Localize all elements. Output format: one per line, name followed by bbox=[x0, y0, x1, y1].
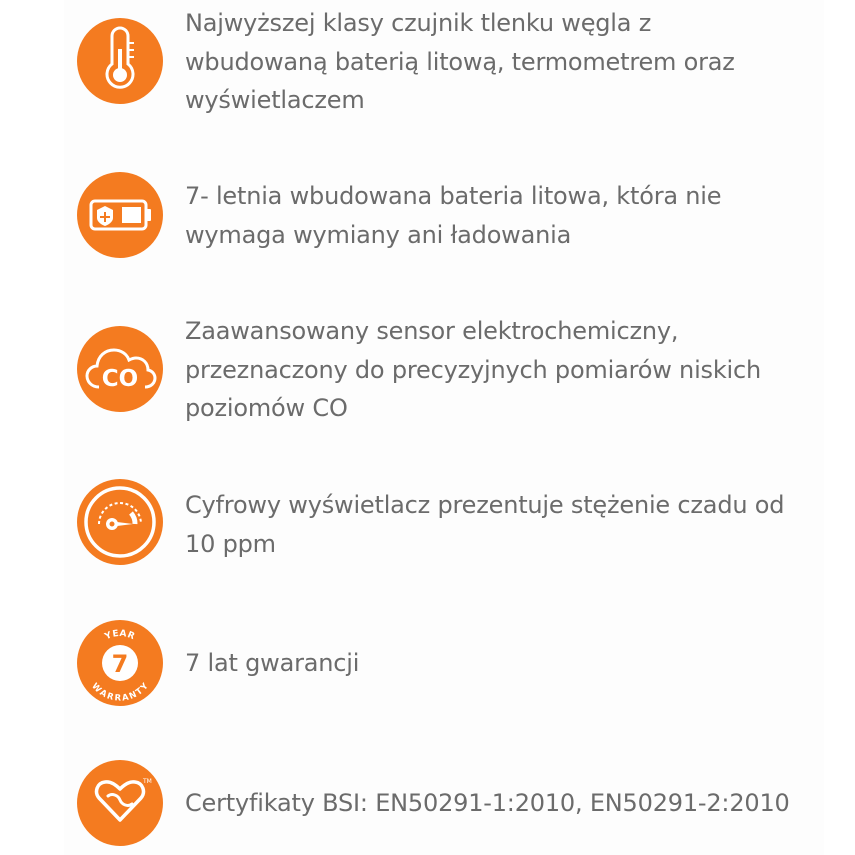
feature-text-line: Najwyższej klasy czujnik tlenku węgla z bbox=[185, 9, 652, 37]
co-cloud-icon bbox=[77, 326, 163, 412]
content-background bbox=[64, 0, 824, 855]
feature-description bbox=[185, 784, 825, 823]
feature-description bbox=[185, 644, 825, 683]
co-icon-label: CO bbox=[101, 366, 139, 392]
feature-description bbox=[185, 4, 825, 120]
feature-text-line: Certyfikaty BSI: EN50291-1:2010, EN50291-2:2010 bbox=[185, 789, 790, 817]
warranty-number: 7 bbox=[111, 650, 129, 678]
feature-text-line: 7- letnia wbudowana bateria litowa, która nie bbox=[185, 182, 722, 210]
feature-description bbox=[185, 486, 825, 563]
feature-text-line: Cyfrowy wyświetlacz prezentuje stężenie czadu od bbox=[185, 491, 785, 519]
feature-text-line: przeznaczony do precyzyjnych pomiarów niskich bbox=[185, 355, 762, 384]
thermometer-icon bbox=[77, 18, 163, 104]
feature-text-line: 10 ppm bbox=[185, 529, 276, 558]
feature-description bbox=[185, 312, 825, 428]
kitemark-icon bbox=[77, 760, 163, 846]
battery-icon bbox=[77, 172, 163, 258]
feature-text-line: Zaawansowany sensor elektrochemiczny, bbox=[185, 317, 679, 345]
feature-text-line: wyświetlaczem bbox=[185, 86, 365, 114]
gauge-icon bbox=[77, 479, 163, 565]
feature-text-line: wymaga wymiany ani ładowania bbox=[185, 220, 572, 249]
feature-description bbox=[185, 177, 825, 254]
warranty-bottom-label: WARRANTY bbox=[89, 681, 151, 704]
feature-text-line: 7 lat gwarancji bbox=[185, 649, 360, 677]
trademark-mark: TM bbox=[143, 778, 152, 785]
warranty-top-label: YEAR bbox=[103, 628, 137, 643]
feature-text-line: wbudowaną baterią litową, termometrem oraz bbox=[185, 47, 735, 76]
warranty-badge-icon bbox=[77, 620, 163, 706]
feature-text-line: poziomów CO bbox=[185, 394, 348, 422]
